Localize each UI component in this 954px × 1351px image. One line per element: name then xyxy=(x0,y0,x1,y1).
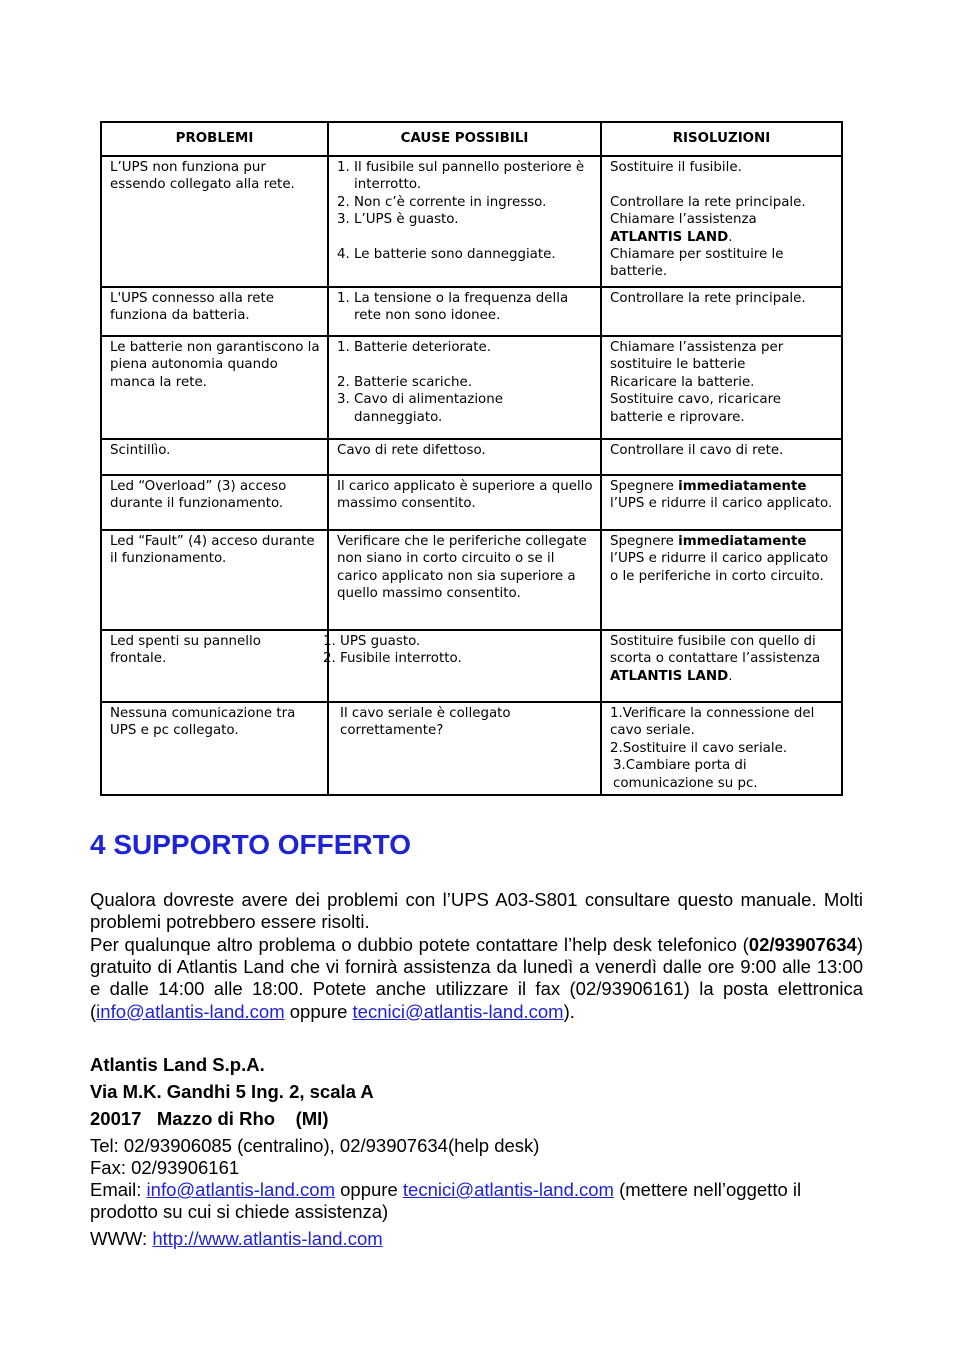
emphasis-text: immediatamente xyxy=(678,479,807,494)
causes-cell xyxy=(323,630,601,702)
table-row xyxy=(101,439,842,475)
solution-item: 3.Cambiare porta di comunicazione su pc. xyxy=(613,758,758,791)
solutions-cell: Sostituire il fusibile. Controllare la rete principale. Chiamare l’assistenza ATLANTIS LAND. Chiamare per sostituire le batterie. xyxy=(601,156,842,287)
solutions-cell: Sostituire fusibile con quello di scorta o contattare l’assistenza ATLANTIS LAND. xyxy=(601,630,842,702)
solution-item: Controllare la rete principale. xyxy=(610,291,806,306)
table-row xyxy=(101,336,842,439)
solutions-cell xyxy=(601,439,842,475)
contact-email: Email: info@atlantis-land.com oppure tecnici@atlantis-land.com (mettere nell’oggetto il prodotto su cui si chiede assistenza) xyxy=(90,1179,802,1223)
cause-item: 2. Batterie scariche. xyxy=(337,374,472,390)
header-problemi: PROBLEMI xyxy=(101,122,328,156)
cause-item: Cavo di rete difettoso. xyxy=(337,443,486,458)
problem-cell: Scintillìo. xyxy=(101,439,328,475)
table-row xyxy=(101,702,842,795)
solutions-cell xyxy=(601,702,842,795)
cause-item: 3. Cavo di alimentazione danneggiato. xyxy=(337,392,503,425)
cause-item: 1. UPS guasto. xyxy=(323,634,421,649)
causes-cell xyxy=(328,475,601,530)
solution-item: Chiamare l’assistenza xyxy=(610,212,757,228)
table-row xyxy=(101,156,842,287)
causes-cell xyxy=(328,156,601,287)
intro-paragraph: Qualora dovreste avere dei problemi con l’UPS A03-S801 consultare questo manuale. Molti problemi potrebbero essere risolti. xyxy=(90,889,863,933)
solution-item: 2.Sostituire il cavo seriale. xyxy=(610,740,788,756)
contact-www: WWW: http://www.atlantis-land.com xyxy=(90,1228,383,1249)
solutions-cell xyxy=(601,287,842,336)
solutions-cell: Spegnere immediatamente l’UPS e ridurre il carico applicato o le periferiche in corto circuito. xyxy=(601,530,842,630)
solution-item: 1.Verificare la connessione del cavo seriale. xyxy=(610,706,815,739)
solutions-cell: Spegnere immediatamente l’UPS e ridurre il carico applicato. xyxy=(601,475,842,530)
brand-name: ATLANTIS LAND xyxy=(610,229,729,245)
helpdesk-phone: 02/93907634 xyxy=(748,934,857,955)
troubleshooting-table xyxy=(100,121,843,796)
section-title: 4 SUPPORTO OFFERTO xyxy=(90,829,412,860)
table-row xyxy=(101,475,842,530)
solutions-cell xyxy=(601,336,842,439)
email-link-info-contact[interactable]: info@atlantis-land.com xyxy=(146,1179,335,1200)
company-city: 20017 Mazzo di Rho (MI) xyxy=(90,1108,329,1129)
causes-cell xyxy=(328,530,601,630)
problem-cell: Led “Overload” (3) acceso durante il funzionamento. xyxy=(101,475,328,530)
cause-item: 2. Non c’è corrente in ingresso. xyxy=(337,194,547,210)
cause-item: Il cavo seriale è collegato correttamente? xyxy=(340,706,511,739)
cause-item: 1. Il fusibile sul pannello posteriore è interrotto. xyxy=(337,160,585,193)
cause-item: 2. Fusibile interrotto. xyxy=(323,651,462,667)
causes-cell xyxy=(328,439,601,475)
table-header-row xyxy=(101,122,842,156)
cause-item: 1. La tensione o la frequenza della rete non sono idonee. xyxy=(337,291,569,324)
causes-cell xyxy=(328,287,601,336)
cause-item: 3. L’UPS è guasto. xyxy=(337,212,459,228)
email-link-tecnici[interactable]: tecnici@atlantis-land.com xyxy=(352,1000,564,1022)
emphasis-text: immediatamente xyxy=(678,534,807,549)
problem-cell: Led spenti su pannello frontale. xyxy=(101,630,328,702)
cause-item: 4. Le batterie sono danneggiate. xyxy=(337,247,556,263)
table-row xyxy=(101,287,842,336)
problem-cell: Nessuna comunicazione tra UPS e pc collegato. xyxy=(101,702,328,795)
company-name: Atlantis Land S.p.A. xyxy=(90,1054,265,1075)
solution-item: Sostituire cavo, ricaricare batterie e riprovare. xyxy=(610,392,782,425)
cause-item: 1. Batterie deteriorate. xyxy=(337,340,491,355)
problem-cell: L’UPS non funziona pur essendo collegato alla rete. xyxy=(101,156,328,287)
solution-item: Sostituire il fusibile. xyxy=(610,160,742,175)
cause-item: Verificare che le periferiche collegate non siano in corto circuito o se il carico applicato non sia superiore a quello massimo consentito. xyxy=(337,534,587,602)
company-street: Via M.K. Gandhi 5 Ing. 2, scala A xyxy=(90,1081,374,1102)
causes-cell xyxy=(328,336,601,439)
website-link[interactable]: http://www.atlantis-land.com xyxy=(152,1228,383,1249)
contact-tel: Tel: 02/93906085 (centralino), 02/93907634(help desk) xyxy=(90,1135,540,1156)
table-row xyxy=(101,530,842,630)
helpdesk-paragraph: Per qualunque altro problema o dubbio potete contattare l’help desk telefonico (02/93907634) gratuito di Atlantis Land che vi fornirà assistenza da lunedì a venerdì dalle ore 9:00 alle 13:00 e dalle 14:00 alle 18:00. Potete anche utilizzare il fax (02/93906161) la posta elettronica (info@atlantis-land.com oppure tecnici@atlantis-land.com). xyxy=(90,934,863,1022)
solution-item: Controllare il cavo di rete. xyxy=(610,443,784,458)
solution-item: Chiamare per sostituire le batterie. xyxy=(610,247,784,280)
solution-item: Ricaricare la batterie. xyxy=(610,374,755,390)
table-row xyxy=(101,630,842,702)
cause-item: Il carico applicato è superiore a quello massimo consentito. xyxy=(337,479,593,512)
contact-fax: Fax: 02/93906161 xyxy=(90,1157,240,1178)
brand-name: ATLANTIS LAND xyxy=(610,668,729,684)
problem-cell: Led “Fault” (4) acceso durante il funzionamento. xyxy=(101,530,328,630)
header-cause: CAUSE POSSIBILI xyxy=(328,122,601,156)
email-link-info[interactable]: info@atlantis-land.com xyxy=(96,1000,285,1022)
problem-cell: L'UPS connesso alla rete funziona da batteria. xyxy=(101,287,328,336)
solution-item: Chiamare l’assistenza per sostituire le batterie xyxy=(610,340,784,373)
solution-item: Controllare la rete principale. xyxy=(610,194,806,210)
problem-cell: Le batterie non garantiscono la piena autonomia quando manca la rete. xyxy=(101,336,328,439)
causes-cell xyxy=(328,702,601,795)
email-link-tecnici-contact[interactable]: tecnici@atlantis-land.com xyxy=(402,1179,614,1200)
header-risoluzioni: RISOLUZIONI xyxy=(601,122,842,156)
